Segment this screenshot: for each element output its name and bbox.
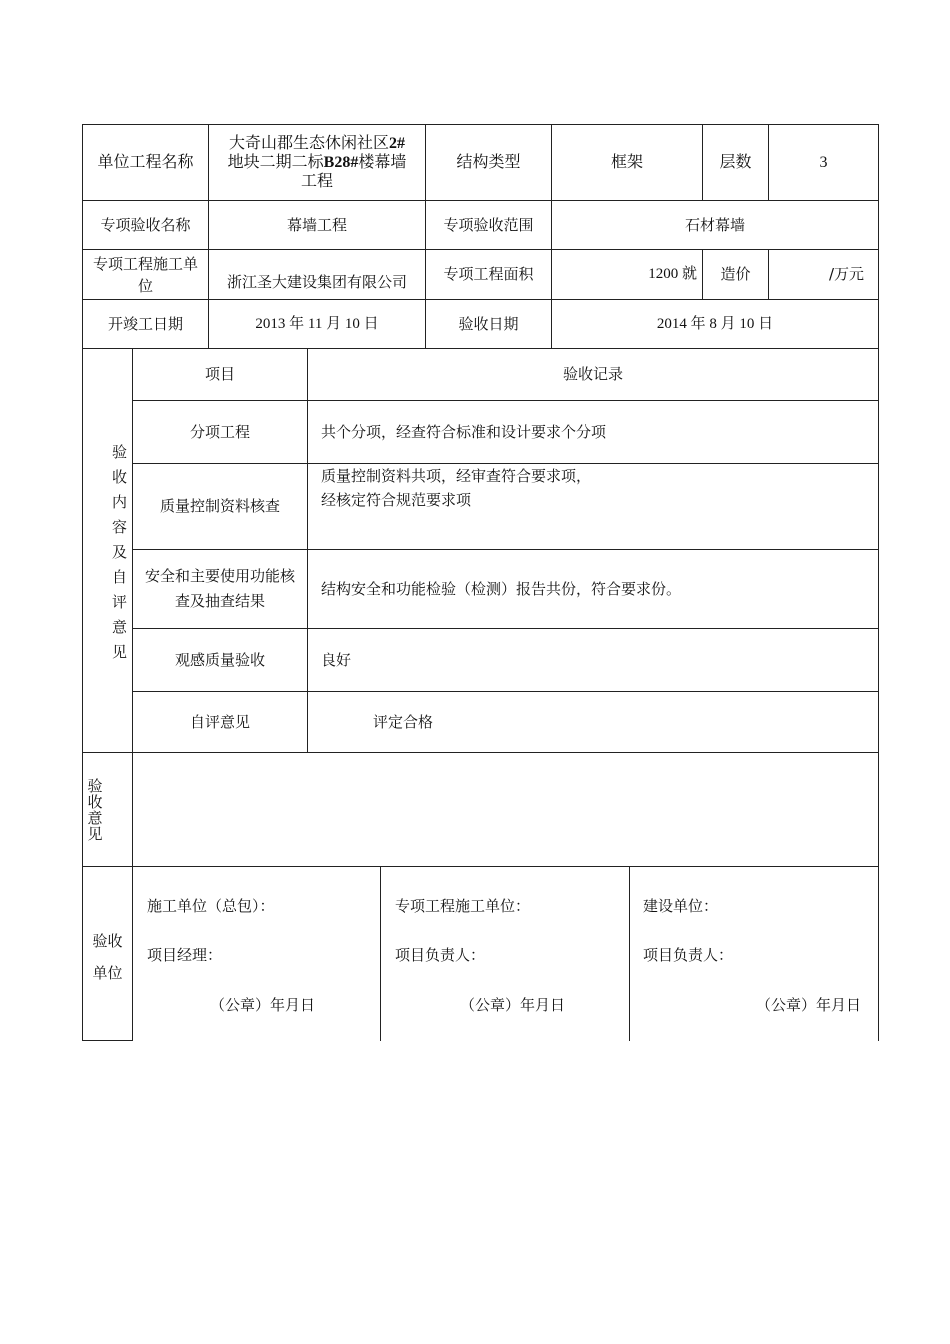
unit-project-line: 工程	[300, 173, 333, 190]
item-subitems: 分项工程	[189, 422, 250, 441]
units-side-label: 验收 单位	[92, 932, 123, 982]
record-appearance-quality: 良好	[321, 650, 352, 669]
opinion-content[interactable]	[140, 753, 870, 866]
special-contractor-seal-date: （公章）年月日	[460, 996, 566, 1014]
item-self-evaluation: 自评意见	[189, 712, 250, 731]
special-scope-value: 石材幕墙	[684, 215, 745, 234]
column-header-record: 验收记录	[562, 365, 623, 383]
floors-label: 层数	[719, 154, 752, 171]
special-acceptance-label: 专项验收名称	[100, 215, 191, 234]
table-bottom-border	[82, 1040, 133, 1041]
record-subitems: 共个分项，经查符合标准和设计要求个分项	[321, 422, 607, 441]
contractor-unit-label: 施工单位（总包）：	[147, 897, 275, 915]
item-quality-control: 质量控制资料核查	[159, 497, 280, 515]
owner-seal-date: （公章）年月日	[756, 996, 862, 1014]
structure-type-value: 框架	[610, 154, 643, 171]
unit-project-label: 单位工程名称	[97, 154, 194, 171]
special-contractor-unit-label: 专项工程施工单位：	[395, 897, 531, 915]
start-end-date-label: 开竣工日期	[107, 314, 183, 333]
floors-value: 3	[819, 154, 828, 171]
row-divider	[82, 866, 879, 867]
col-divider	[307, 348, 308, 752]
special-acceptance-value: 幕墙工程	[286, 215, 347, 234]
owner-person-label: 项目负责人：	[643, 946, 734, 964]
special-area-value: 1200 就	[648, 266, 697, 282]
column-header-item: 项目	[204, 365, 235, 383]
col-divider	[629, 866, 630, 1041]
acceptance-date-label: 验收日期	[458, 314, 519, 333]
item-appearance-quality: 观感质量验收	[174, 650, 265, 669]
record-safety-function: 结构安全和功能检验（检测）报告共份，符合要求份。	[321, 579, 682, 598]
unit-project-line: 大奇山郡生态休闲社区2#	[228, 135, 405, 152]
contractor-seal-date: （公章）年月日	[210, 996, 316, 1014]
special-area-label: 专项工程面积	[443, 265, 534, 283]
table-right-border	[878, 124, 879, 1041]
structure-type-label: 结构类型	[456, 154, 521, 171]
owner-unit-label: 建设单位：	[643, 897, 719, 915]
special-contractor-label: 专项工程施工单 位	[92, 254, 198, 295]
opinion-side-label: 验 收 意 见	[87, 777, 103, 843]
cost-value: /万元	[828, 265, 864, 283]
content-side-label: 验 收 内 容 及 自 评 意 见	[111, 443, 127, 661]
col-divider	[380, 866, 381, 1041]
item-safety-function: 安全和主要使用功能核 查及抽查结果	[144, 567, 295, 610]
contractor-person-label: 项目经理：	[147, 946, 223, 964]
special-contractor-person-label: 项目负责人：	[395, 946, 486, 964]
cost-label: 造价	[720, 265, 751, 283]
record-self-evaluation: 评定合格	[373, 712, 434, 731]
special-contractor-value: 浙江圣大建设集团有限公司	[226, 273, 407, 291]
unit-project-line: 地块二期二标B28#楼幕墙	[227, 154, 407, 171]
special-scope-label: 专项验收范围	[443, 215, 534, 234]
record-quality-control: 质量控制资料共项，经审查符合要求项， 经核定符合规范要求项	[321, 467, 592, 509]
start-end-date-value: 2013 年 11 月 10 日	[255, 315, 379, 332]
acceptance-date-value: 2014 年 8 月 10 日	[656, 315, 774, 332]
unit-project-value	[209, 125, 425, 200]
